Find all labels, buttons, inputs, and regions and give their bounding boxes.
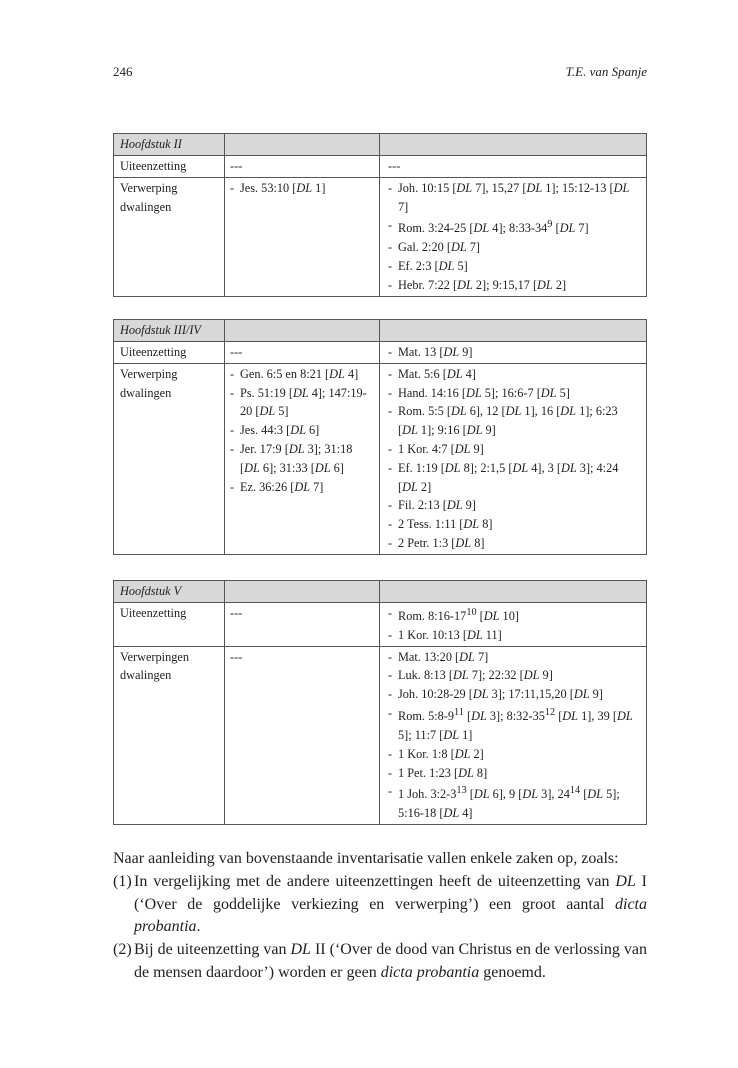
ot-reference-list [230,179,373,198]
header-cell [380,320,647,342]
nt-references [380,646,647,824]
item-number: (1) [113,872,132,890]
chapter-table [113,133,647,297]
reference-item: - Hebr. 7:22 [DL 2]; 9:15,17 [DL 2] [388,276,640,295]
reference-item: - 1 Joh. $3:2-3^{13}$ [DL 6], 9 [DL 3], $24^{14}$ [DL 5]; 5:16-18 [DL 4] [388,782,640,823]
reference-item: - Rom. 5:5 [DL 6], 12 [DL 1], 16 [DL 1]; 6:23 [DL 1]; 9:16 [DL 9] [388,402,640,440]
reference-item: - Ez. 36:26 [DL 7] [230,478,373,497]
table-row [114,646,647,824]
row-label: Verwerping dwalingen [114,363,225,554]
header-cell [225,581,380,603]
reference-item: - Mat. 5:6 [DL 4] [388,365,640,384]
reference-item: - 1 Kor. 10:13 [DL 11] [388,626,640,645]
table-row [114,603,647,647]
chapter-title: Hoofdstuk V [114,581,225,603]
reference-item: - 1 Kor. 4:7 [DL 9] [388,440,640,459]
body-text [113,848,647,985]
numbered-list [113,871,647,985]
reference-item: - Rom. $5:8-9^{11}$ [DL 3]; $8:32-35^{12}$ [DL 1], 39 [DL 5]; 11:7 [DL 1] [388,704,640,745]
ot-reference-list [230,365,373,497]
ot-references: --- [225,646,380,824]
nt-reference-list [388,648,640,823]
reference-item: - Jer. 17:9 [DL 3]; 31:18 [DL 6]; 31:33 [DL 6] [230,440,373,478]
reference-item: - Hand. 14:16 [DL 5]; 16:6-7 [DL 5] [388,384,640,403]
header-cell [380,134,647,156]
table-row [114,156,647,178]
reference-item: - 1 Kor. 1:8 [DL 2] [388,745,640,764]
nt-references [380,177,647,296]
ot-references: --- [225,156,380,178]
nt-reference-list [388,343,640,362]
list-item [113,871,647,939]
reference-item: - Gal. 2:20 [DL 7] [388,238,640,257]
row-label: Verwerpingen dwalingen [114,646,225,824]
row-label: Uiteenzetting [114,156,225,178]
reference-item: - 2 Tess. 1:11 [DL 8] [388,515,640,534]
running-head-author: T.E. van Spanje [565,64,647,79]
table-row [114,177,647,296]
ot-references: --- [225,342,380,364]
chapter-title: Hoofdstuk III/IV [114,320,225,342]
reference-item: - Fil. 2:13 [DL 9] [388,496,640,515]
ot-references: --- [225,603,380,647]
chapter-table [113,319,647,555]
reference-item: - Luk. 8:13 [DL 7]; 22:32 [DL 9] [388,666,640,685]
running-header [113,64,647,84]
nt-references [380,363,647,554]
page-number: 246 [113,64,133,79]
header-cell [225,134,380,156]
reference-item: - Mat. 13 [DL 9] [388,343,640,362]
nt-references: --- [380,156,647,178]
item-number: (2) [113,941,132,959]
table-header-row [114,134,647,156]
ot-references [225,363,380,554]
reference-item: - Ps. 51:19 [DL 4]; 147:19-20 [DL 5] [230,384,373,422]
reference-item: - Joh. 10:28-29 [DL 3]; 17:11,15,20 [DL 9] [388,685,640,704]
nt-references [380,342,647,364]
header-cell [225,320,380,342]
reference-item: - Ef. 2:3 [DL 5] [388,257,640,276]
chapter-table [113,580,647,825]
intro-paragraph: Naar aanleiding van bovenstaande inventarisatie vallen enkele zaken op, zoals: [113,850,619,867]
row-label: Verwerping dwalingen [114,177,225,296]
reference-item: - Rom. 3:24-25 [DL 4]; $8:33-34^9$ [DL 7] [388,216,640,238]
reference-item: - Rom. $8:16-17^{10}$ [DL 10] [388,604,640,626]
nt-reference-list [388,604,640,645]
list-item [113,939,647,985]
chapter-title: Hoofdstuk II [114,134,225,156]
item-text: In vergelijking met de andere uiteenzettingen heeft de uiteenzetting van DL I (‘Over de goddelijke verkiezing en verwerping’) een groot aantal dicta probantia. [134,872,648,936]
table-header-row [114,320,647,342]
table-row [114,363,647,554]
reference-item: - 1 Pet. 1:23 [DL 8] [388,764,640,783]
table-row [114,342,647,364]
reference-item: - Gen. 6:5 en 8:21 [DL 4] [230,365,373,384]
reference-item: - Jes. 44:3 [DL 6] [230,421,373,440]
ot-references [225,177,380,296]
nt-reference-list [388,365,640,553]
nt-references [380,603,647,647]
nt-reference-list [388,179,640,295]
reference-item: - Jes. 53:10 [DL 1] [230,179,373,198]
reference-item: - Mat. 13:20 [DL 7] [388,648,640,667]
table-header-row [114,581,647,603]
row-label: Uiteenzetting [114,603,225,647]
reference-item: - 2 Petr. 1:3 [DL 8] [388,534,640,553]
reference-item: - Joh. 10:15 [DL 7], 15,27 [DL 1]; 15:12-13 [DL 7] [388,179,640,217]
reference-item: - Ef. 1:19 [DL 8]; 2:1,5 [DL 4], 3 [DL 3]; 4:24 [DL 2] [388,459,640,497]
header-cell [380,581,647,603]
row-label: Uiteenzetting [114,342,225,364]
item-text: Bij de uiteenzetting van DL II (‘Over de dood van Christus en de verlossing van de mensen daardoor’) worden er geen dicta probantia genoemd. [134,941,647,981]
